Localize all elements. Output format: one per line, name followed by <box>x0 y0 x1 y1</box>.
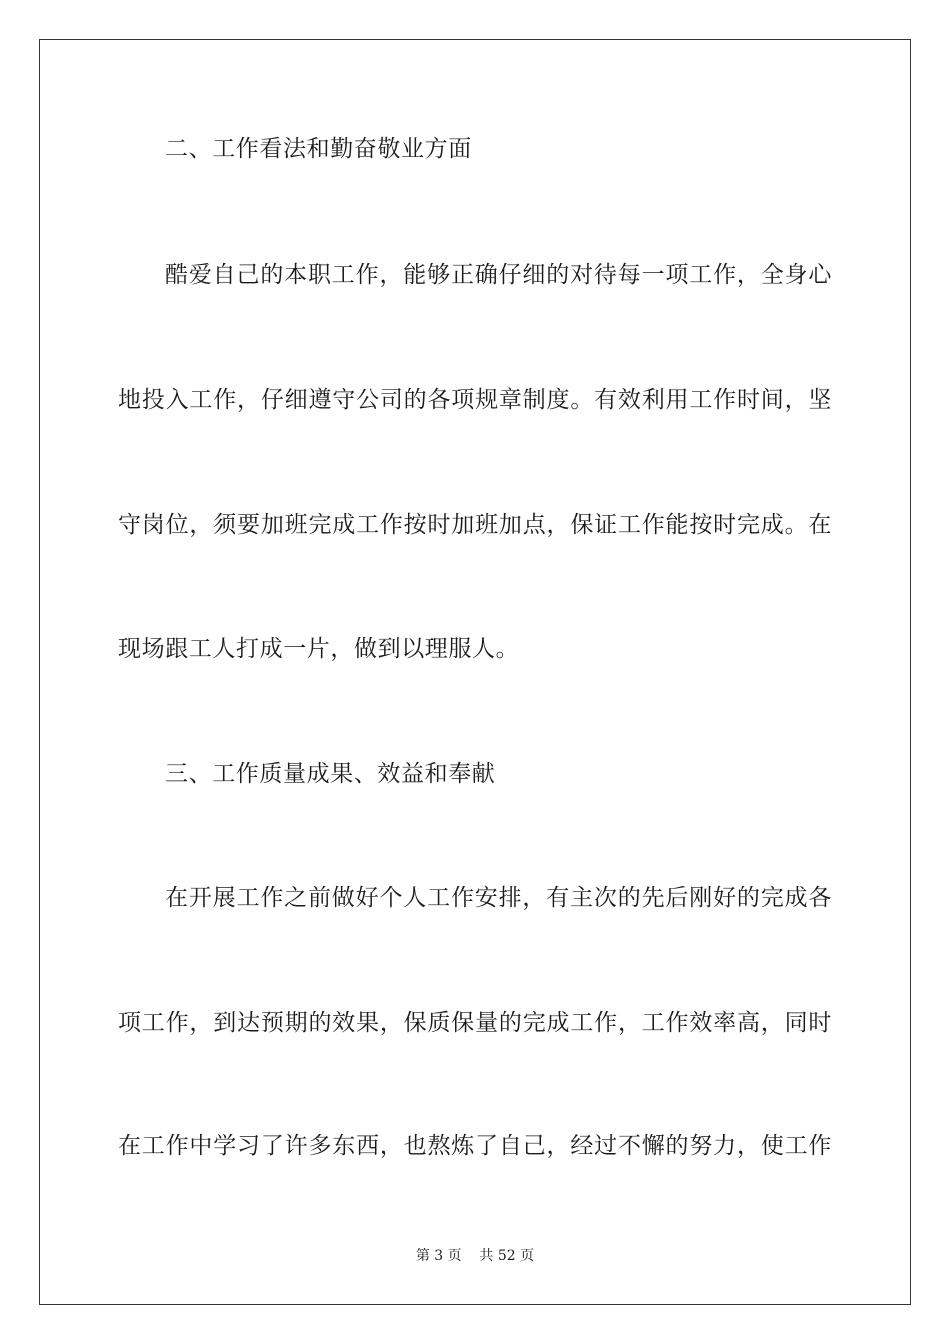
paragraph-line: 现场跟工人打成一片，做到以理服人。 <box>118 636 520 662</box>
paragraph-line: 项工作，到达预期的效果，保质保量的完成工作，工作效率高，同时 <box>118 1010 832 1036</box>
page-number-footer <box>0 1246 950 1266</box>
page-border <box>39 39 911 1305</box>
section-heading-3: 三、工作质量成果、效益和奉献 <box>165 761 496 787</box>
paragraph-line: 守岗位，须要加班完成工作按时加班加点，保证工作能按时完成。在 <box>118 512 832 538</box>
paragraph-line: 在开展工作之前做好个人工作安排，有主次的先后刚好的完成各 <box>165 885 832 911</box>
paragraph-line: 在工作中学习了许多东西，也熬炼了自己，经过不懈的努力，使工作 <box>118 1133 832 1159</box>
paragraph-line: 地投入工作，仔细遵守公司的各项规章制度。有效利用工作时间，坚 <box>118 387 832 413</box>
section-heading-2: 二、工作看法和勤奋敬业方面 <box>165 136 472 162</box>
paragraph-line: 酷爱自己的本职工作，能够正确仔细的对待每一项工作，全身心 <box>165 262 832 288</box>
page-number-label: 第 3 页 共 52 页 <box>415 1248 535 1264</box>
